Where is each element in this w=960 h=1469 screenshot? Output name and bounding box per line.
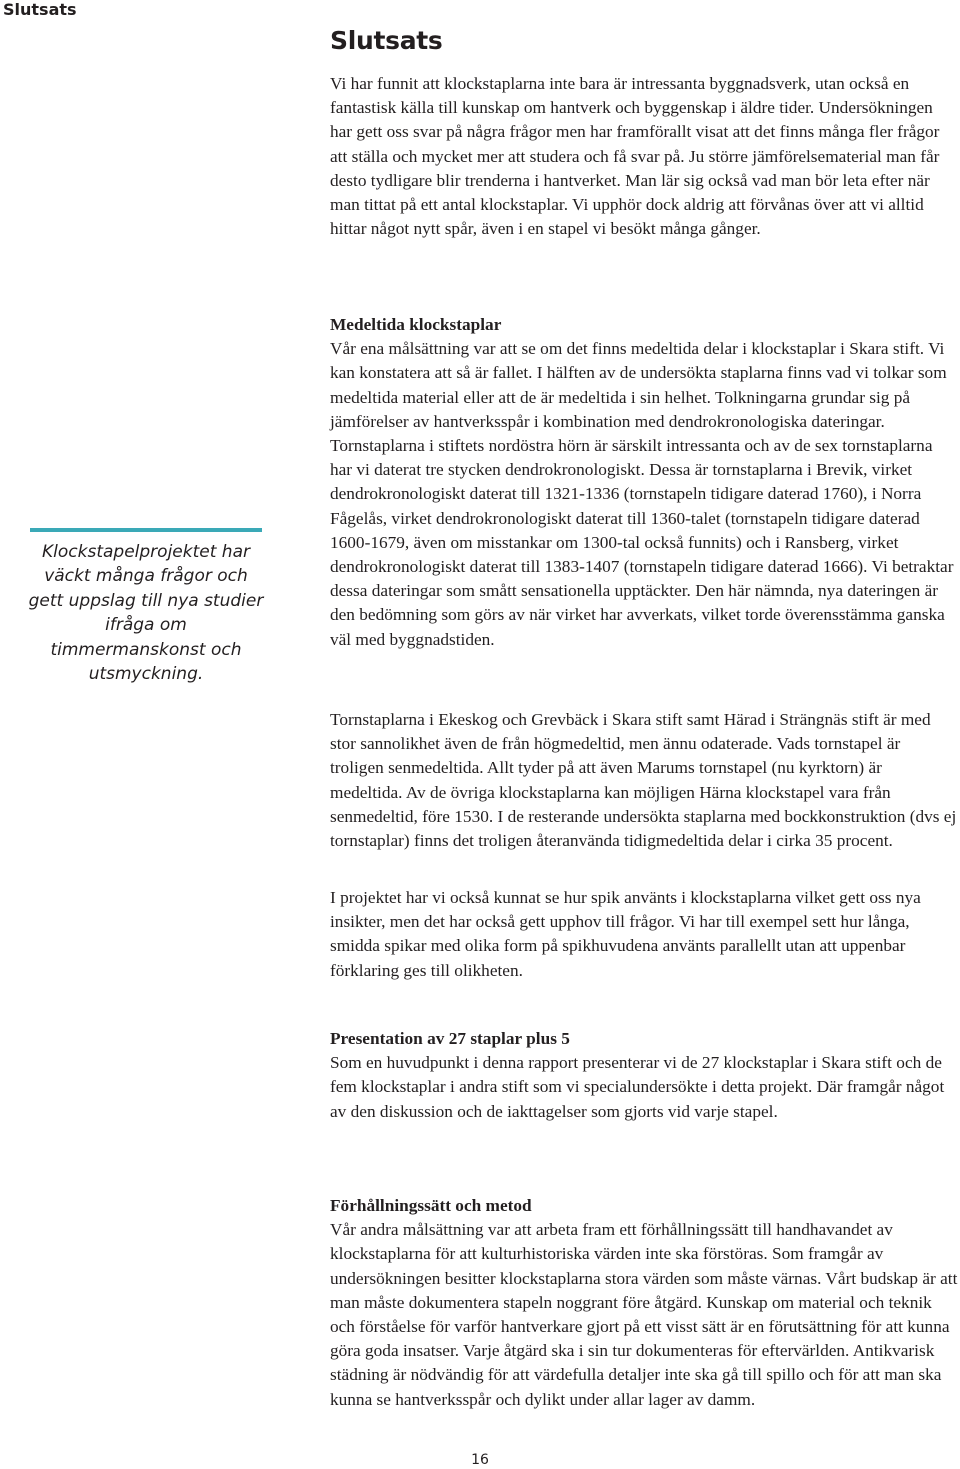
section-body-medeltida: Vår ena målsättning var att se om det finns medeltida delar i klockstaplar i Skara stift. Vi kan konstatera att så är fallet. I hälften av de undersökta staplarna finns vad vi tolkar som medeltida material eller att de är medeltida i sin helhet. Tolkningarna grundar sig på jämförelser av hantverksspår i kombination med dendrokronologiska dateringar. Tornstaplarna i stiftets nordöstra hörn är särskilt intressanta och av de sex tornstaplarna har vi daterat tre stycken dendrokronologiskt. Dessa är tornstaplarna i Brevik, virket dendrokronologiskt daterat till 1321-1336 (tornstapeln tidigare daterad 1760), i Norra Fågelås, virket dendrokronologiskt daterat till 1360-talet (tornstapeln tidigare daterad 1600-1679, även om misstankar om 1300-tal också funnits) och i Ransberg, virket dendrokronologiskt daterat till 1383-1407 (tornstapeln tidigare daterad 1666). Vi betraktar dessa dateringar som smått sensationella upptäckter. Den här nämnda, nya dateringen är den bedömning som görs av när virket har avverkats, vilket torde överensstämma ganska väl med byggnadstiden. — [330, 339, 954, 649]
intro-section — [330, 72, 958, 241]
pullquote-rule — [30, 528, 262, 532]
page-number: 16 — [471, 1452, 489, 1468]
intro-paragraph: Vi har funnit att klockstaplarna inte bara är intressanta byggnadsverk, utan också en fantastisk källa till kunskap om hantverk och byggenskap i äldre tider. Undersökningen har gett oss svar på några frågor men har framförallt visat att det finns många fler frågor att ställa och mycket mer att studera och få svar på. Ju större jämförelsematerial man får desto tydligare blir trenderna i hantverket. Man lär sig också vad man bör leta efter när man tittat på ett antal klockstaplar. Vi upphör dock aldrig att förvånas över att vi alltid hittar något nytt spår, även i en stapel vi besökt många gånger. — [330, 74, 940, 239]
section-metod — [330, 1194, 958, 1412]
running-head: Slutsats — [3, 0, 77, 19]
paragraph-tornstaplarna — [330, 708, 958, 853]
paragraph-spik — [330, 886, 958, 983]
section-heading-metod: Förhållningssätt och metod — [330, 1196, 532, 1215]
pullquote: Klockstapelprojektet har väckt många frågor och gett uppslag till nya studier ifråga om timmermanskonst och utsmyckning. — [28, 542, 264, 685]
paragraph-text: Tornstaplarna i Ekeskog och Grevbäck i Skara stift samt Härad i Strängnäs stift är med stor sannolikhet även de från högmedeltid, men ännu odaterade. Vads tornstapel är troligen senmedeltida. Allt tyder på att även Marums tornstapel (nu kyrktorn) är medeltida. Av de övriga klockstaplarna kan möjligen Härna klockstapel vara från senmedeltid, före 1530. I de resterande undersökta staplarna med bockkonstruktion (dvs ej tornstaplar) finns det troligen återanvända tidigmedeltida delar i cirka 35 procent. — [330, 710, 957, 851]
page-title: Slutsats — [330, 26, 443, 55]
section-body-metod: Vår andra målsättning var att arbeta fram ett förhållningssätt till handhavandet av klockstaplarna för att kulturhistoriska värden inte ska förstöras. Som framgår av undersökningen besitter klockstaplarna stora värden som måste värnas. Vårt budskap är att man måste dokumentera stapeln noggrant före åtgärd. Kunskap om material och teknik och förståelse för varför hantverkare gjort på ett visst sätt är en förutsättning för att kunna göra goda insatser. Varje åtgärd ska i sin tur dokumenteras för eftervärlden. Antikvarisk städning är nödvändig för att värdefulla detaljer inte ska gå till spillo och för att man ska kunna se hantverksspår och dylikt under allar lager av damm. — [330, 1220, 958, 1409]
section-heading-medeltida: Medeltida klockstaplar — [330, 315, 502, 334]
paragraph-text: I projektet har vi också kunnat se hur spik använts i klockstaplarna vilket gett oss nya insikter, men det har också gett upphov till frågor. Vi har till exempel sett hur långa, smidda spikar med olika form på spikhuvudena använts parallellt utan att uppenbar förklaring ges till olikheten. — [330, 888, 921, 980]
section-presentation — [330, 1027, 958, 1124]
section-body-presentation: Som en huvudpunkt i denna rapport presenterar vi de 27 klockstaplar i Skara stift och de fem klockstaplar i andra stift som vi specialundersökte i detta projekt. Där framgår något av den diskussion och de iakttagelser som gjorts vid varje stapel. — [330, 1053, 945, 1121]
section-medeltida — [330, 313, 958, 652]
section-heading-presentation: Presentation av 27 staplar plus 5 — [330, 1029, 570, 1048]
